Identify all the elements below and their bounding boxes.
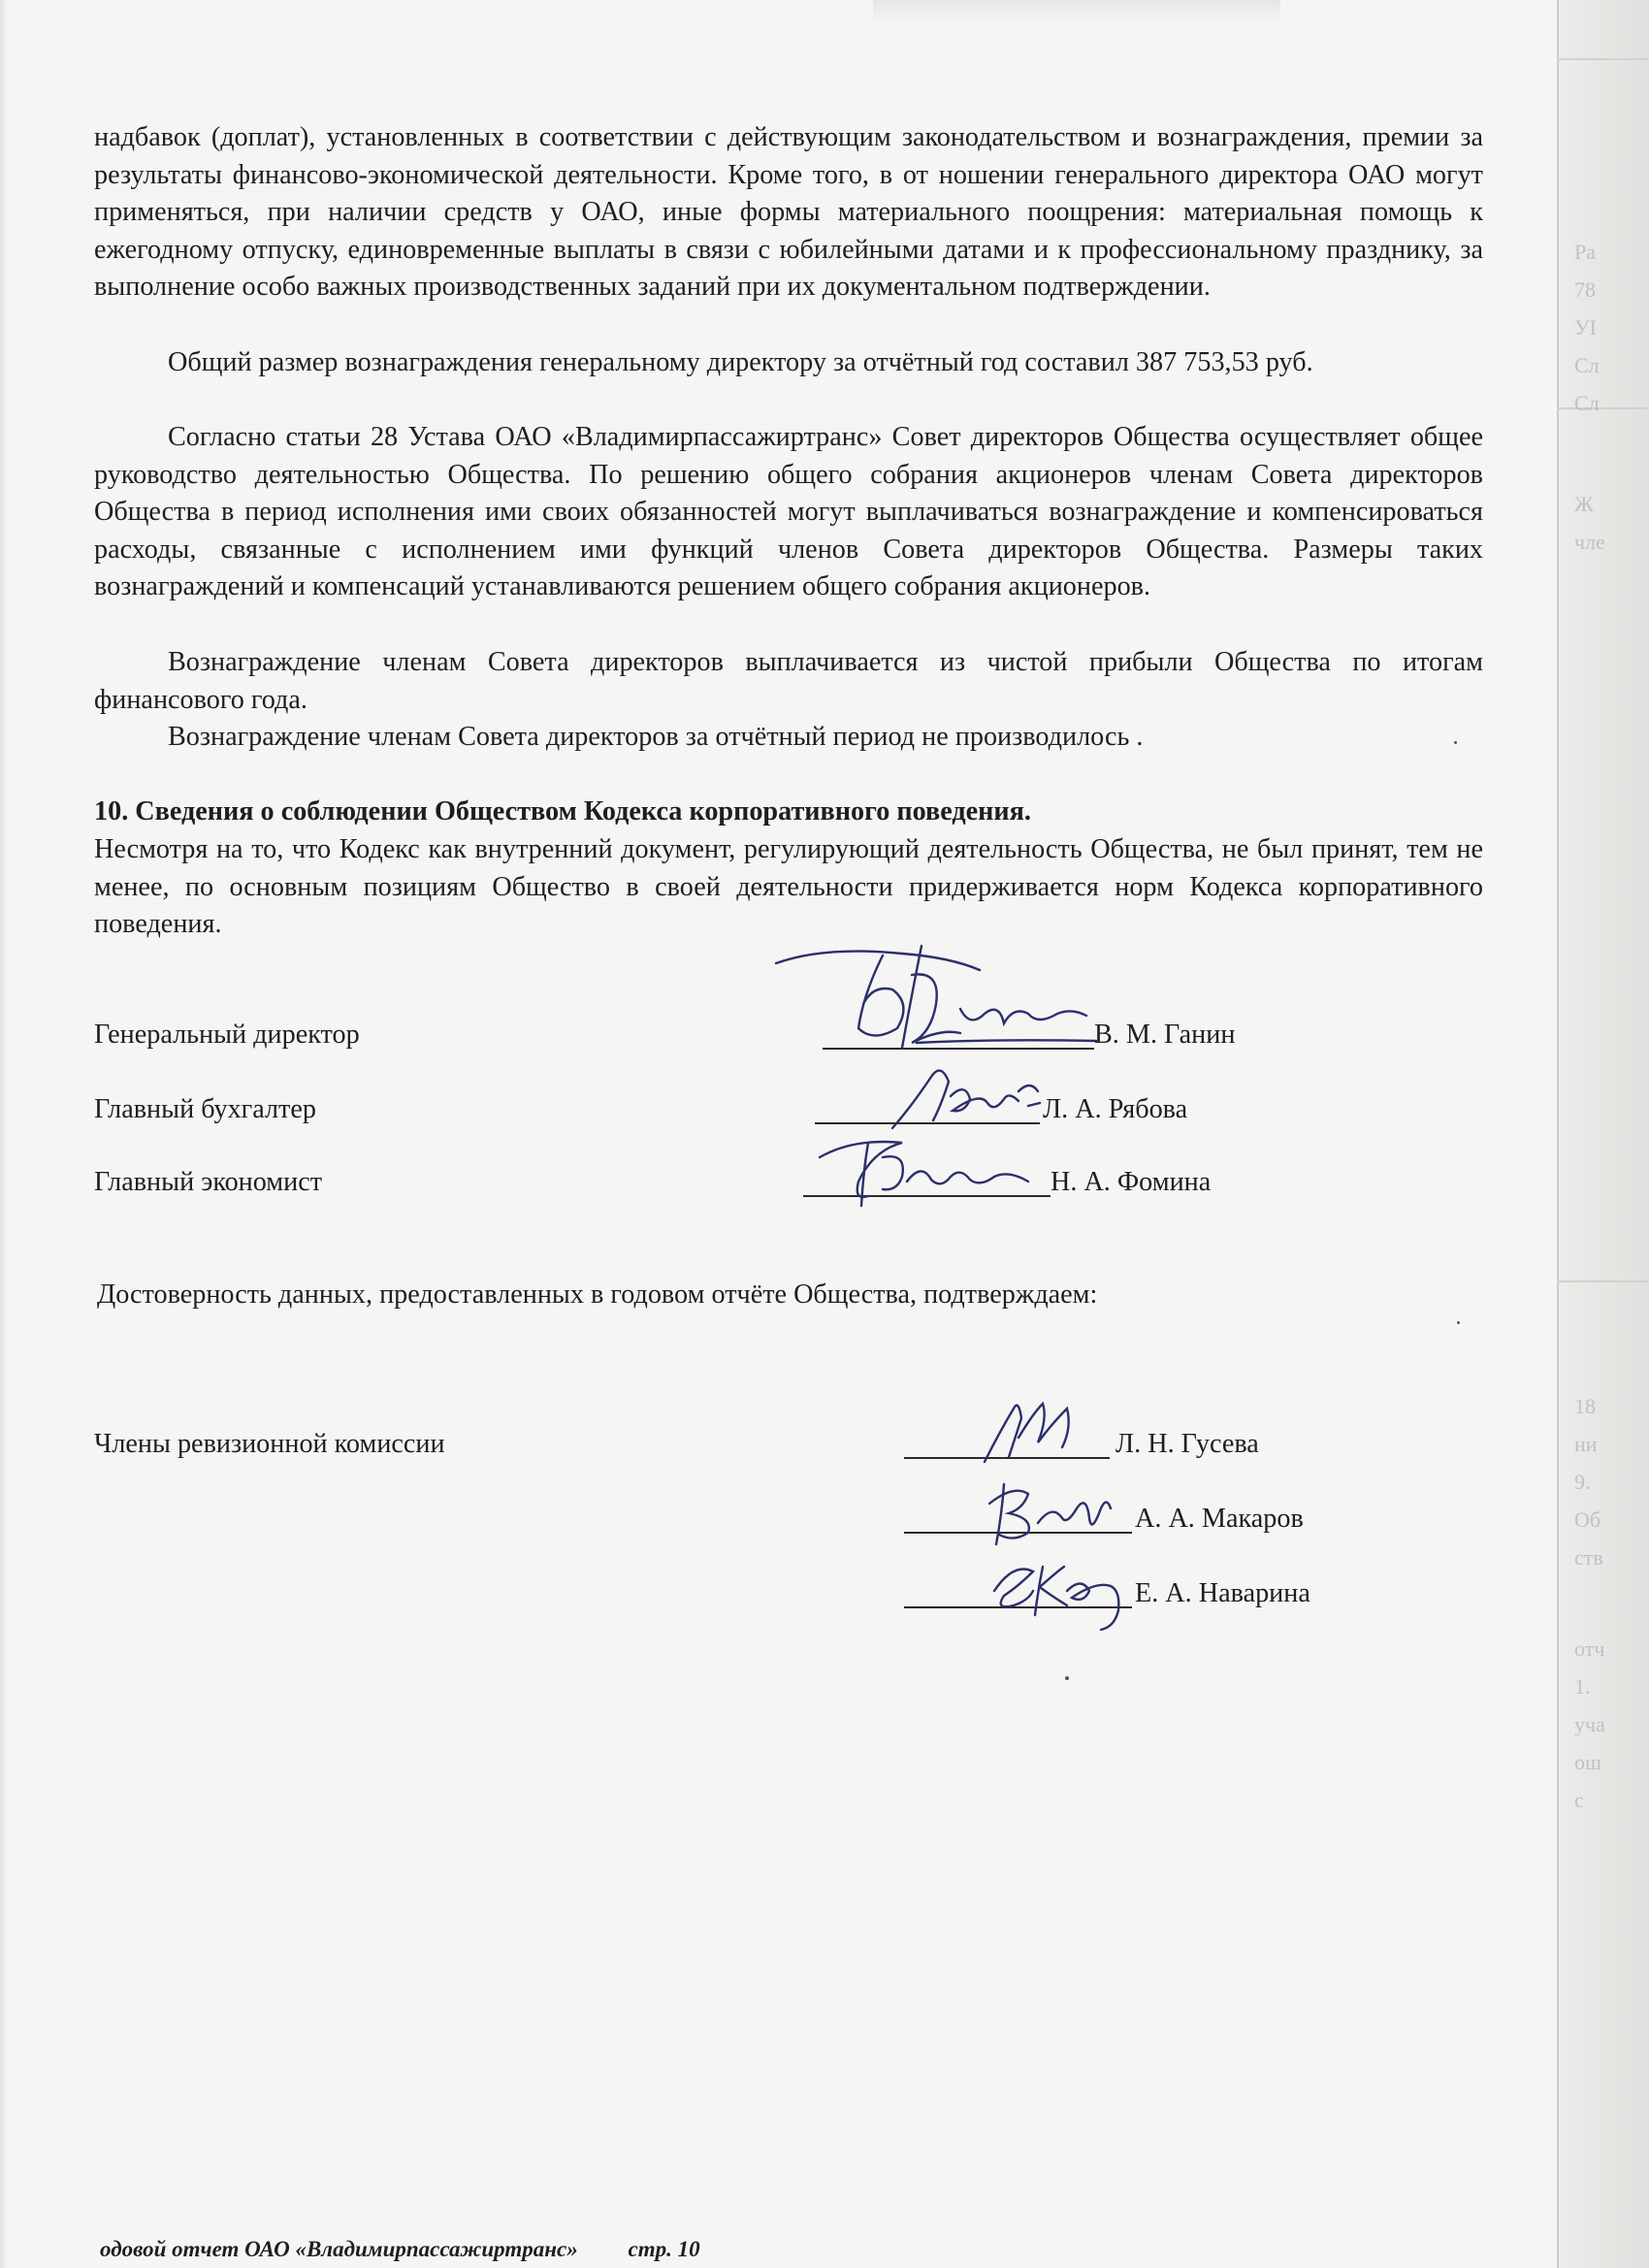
scan-speck xyxy=(1457,1321,1460,1324)
section-10-text: Несмотря на то, что Кодекс как внутренний документ, регулирующий деятельность Общества, не был принят, тем не менее, по основным позициям Общество в своей деятельности придерживается норм Кодекса корпоративного поведения. xyxy=(94,834,1483,940)
signatory-name-chief-accountant: Л. А. Рябова xyxy=(1043,1094,1188,1124)
paragraph-board-charter: Согласно статьи 28 Устава ОАО «Владимирпассажиртранс» Совет директоров Общества осуществляет общее руководство деятельностью Общества. По решению общего собрания акционеров членам Совета директоров Общества в период исполнения ими своих обязанностей могут выплачиваться вознаграждение и компенсироваться расходы, связанные с исполнением ими функций членов Совета директоров Общества. Размеры таких вознаграждений и компенсаций устанавливаются решением общего собрания акционеров. xyxy=(94,422,1483,602)
auditor-1-signature xyxy=(975,1389,1091,1472)
auditor-3-signature xyxy=(975,1538,1140,1635)
signatory-role-chief-economist: Главный экономист xyxy=(94,1167,323,1197)
signatory-role-general-director: Генеральный директор xyxy=(94,1020,360,1050)
signatory-name-general-director: В. М. Ганин xyxy=(1094,1020,1236,1050)
data-confirmation-statement: Достоверность данных, предоставленных в годовом отчёте Общества, подтверждаем: xyxy=(97,1280,1098,1310)
chief-economist-signature xyxy=(815,1123,1048,1211)
scan-top-shadow xyxy=(873,0,1280,25)
page-footer xyxy=(100,2237,700,2262)
scan-left-edge xyxy=(0,0,8,2268)
signatory-name-chief-economist: Н. А. Фомина xyxy=(1051,1167,1212,1197)
adjacent-page-bleed: Ра 78 УІ Сл Сл Ж чле 18 ни 9. Об ств отч 1. уча ош с xyxy=(1557,0,1649,2268)
signatory-role-chief-accountant: Главный бухгалтер xyxy=(94,1094,316,1124)
auditor-2-signature xyxy=(975,1465,1120,1547)
section-10-heading: 10. Сведения о соблюдении Обществом Кодекса корпоративного поведения. xyxy=(94,796,1031,826)
paragraph-director-total: Общий размер вознаграждения генеральному директору за отчётный год составил 387 753,53 руб. xyxy=(168,347,1313,377)
paragraph-compensation-forms: надбавок (доплат), установленных в соответствии с действующим законодательством и вознаграждения, премии за результаты финансово-экономической деятельности. Кроме того, в от ношении генерального директора ОАО могут применяться, при наличии средств у ОАО, иные формы материального поощрения: материальная помощь к ежегодному отпуску, единовременные выплаты в связи с юбилейными датами и к профессиональному празднику, за выполнение особо важных производственных заданий при их документальном подтверждении. xyxy=(94,122,1483,303)
paragraph-board-remuneration-none: Вознаграждение членам Совета директоров за отчётный период не производилось . xyxy=(168,722,1144,752)
footer-report-title: одовой отчет ОАО «Владимирпассажиртранс» xyxy=(100,2237,578,2261)
scan-speck xyxy=(1454,741,1457,744)
auditor-name-1: Л. Н. Гусева xyxy=(1116,1429,1259,1459)
auditor-name-2: А. А. Макаров xyxy=(1135,1504,1304,1534)
general-director-signature xyxy=(766,936,1116,1067)
audit-commission-label: Члены ревизионной комиссии xyxy=(94,1429,445,1459)
scan-speck xyxy=(1065,1676,1069,1680)
footer-page-number: стр. 10 xyxy=(628,2237,700,2261)
auditor-name-3: Е. А. Наварина xyxy=(1135,1578,1310,1608)
paragraph-board-remuneration-source: Вознаграждение членам Совета директоров выплачивается из чистой прибыли Общества по итогам финансового года. xyxy=(94,647,1483,715)
